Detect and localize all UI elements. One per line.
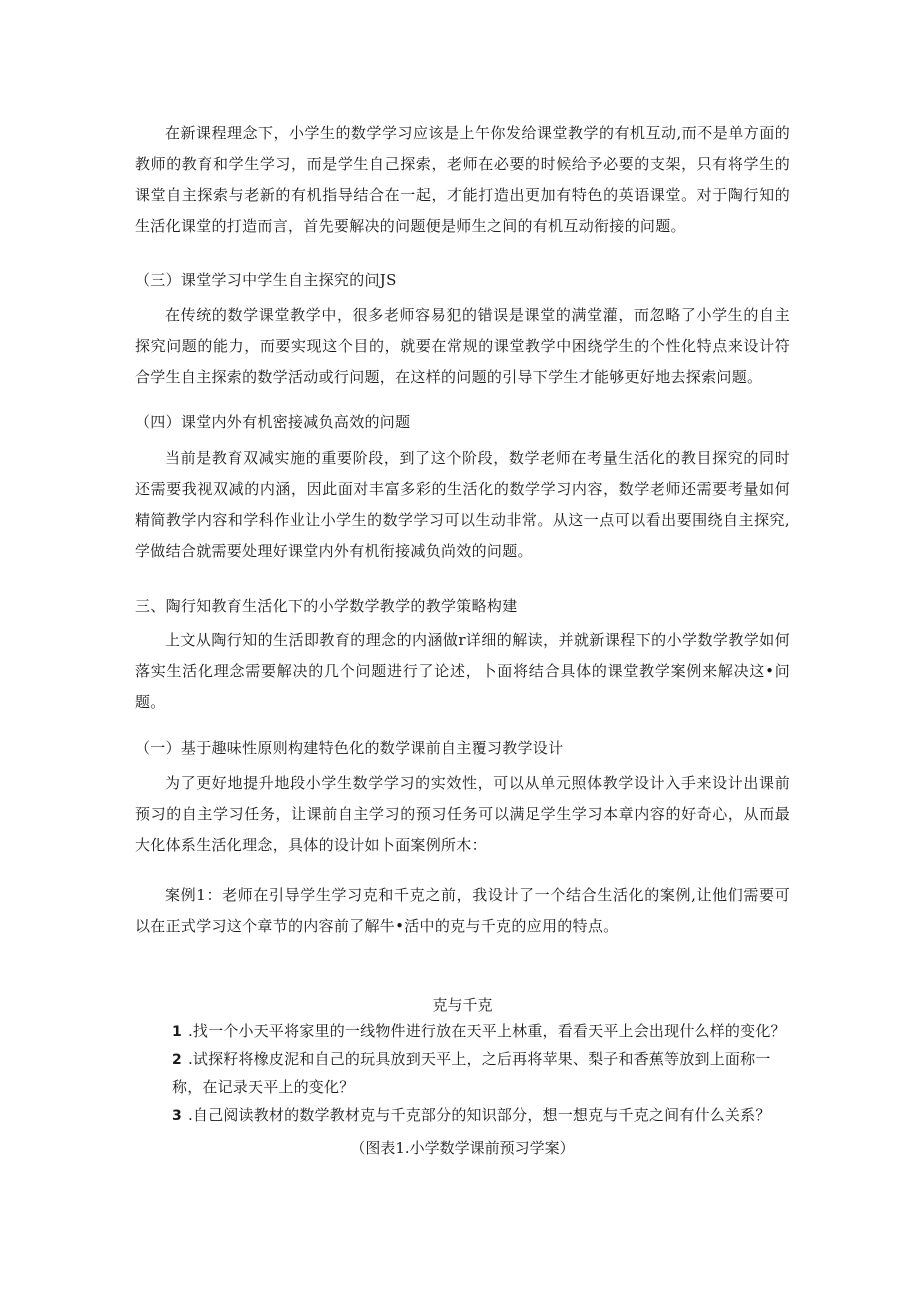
paragraph-interaction: 在新课程理念下，小学生的数学学习应该是上午你发给课堂教学的有机互动,而不是单方面的教师的教育和学生学习，而是学生自己探索，老师在必要的时候给予必要的支架，只有将学生的课堂自主探索与老新的有机指导结合在一起，才能打造出更加有特色的英语课堂。对于陶行知的生活化课堂的打造而言，首先要解决的问题便是师生之间的有机互动衔接的问题。 <box>135 124 790 235</box>
paragraph-case-1: 案例1：老师在引导学生学习克和千克之前，我设计了一个结合生活化的案例,让他们需要可以在正式学习这个章节的内容前了解牛•活中的克与千克的应用的特点。 <box>135 886 790 935</box>
subsection-heading-1: （一）基于趣味性原则构建特色化的数学课前自主覆习教学设计 <box>135 739 564 757</box>
paragraph-preview-design: 为了更好地提升地段小学生数学学习的实效性，可以从单元照体教学设计入手来设计出课前预习的自主学习任务，让课前自主学习的预习任务可以满足学生学习本章内容的好奇心，从而最大化体系生活化理念，具体的设计如卜面案例所木： <box>135 774 790 854</box>
worksheet-title: 克与千克 <box>432 996 493 1014</box>
worksheet-item-3 <box>172 1102 794 1130</box>
paragraph-double-reduction: 当前是教育双减实施的重要阶段，到了这个阶段，数学老师在考量生活化的教目探究的同时还需要我视双减的内涵，因此面对丰富多彩的生活化的数学学习内容，数学老师还需要考量如何精简教学内容和学科作业让小学生的数学学习可以生动非常。从这一点可以看出要围绕自主探究,学做结合就需要处理好课堂内外有机衔接减负尚效的问题。 <box>135 449 790 560</box>
figure-caption: （图表1.小学数学课前预习学案） <box>350 1139 575 1157</box>
item-text: .试探籽将橡皮泥和自己的玩具放到天平上，之后再将苹果、梨子和香蕉等放到上面称一称，在记录天平上的变化？ <box>172 1050 771 1096</box>
paragraph-self-exploration: 在传统的数学课堂教学中，很多老师容易犯的错误是课堂的满堂灌，而忽略了小学生的自主探究问题的能力，而要实现这个目的，就要在常规的课堂教学中困绕学生的个性化特点来设计符合学生自主探索的数学活动或行问题，在这样的问题的引导下学生才能够更好地去探索问题。 <box>135 306 790 386</box>
paragraph-overview: 上文从陶行知的生活即教育的理念的内涵做r详细的解读，并就新课程下的小学数学教学如何落实生活化理念需要解决的几个问题进行了论述，卜面将结合具体的课堂教学案例来解决这•问题。 <box>135 631 790 711</box>
item-text: .找一个小天平将家里的一线物件进行放在天平上林重，看看天平上会出现什么样的变化？ <box>187 1022 786 1040</box>
section-heading-3: （三）课堂学习中学生自主探究的问JS <box>135 271 397 289</box>
worksheet-item-1 <box>172 1018 794 1046</box>
worksheet-item-2 <box>172 1046 794 1101</box>
item-number: 3 <box>172 1108 182 1124</box>
item-number: 1 <box>172 1024 182 1040</box>
item-text: .自己阅读教材的数学教材克与千克部分的知识部分，想一想克与千克之间有什么关系？ <box>187 1106 771 1124</box>
section-heading-4: （四）课堂内外有机密接减负高效的问题 <box>135 413 411 431</box>
chapter-heading-3: 三、陶行知教育生活化下的小学数学教学的教学策略构建 <box>135 597 518 615</box>
item-number: 2 <box>172 1052 182 1068</box>
